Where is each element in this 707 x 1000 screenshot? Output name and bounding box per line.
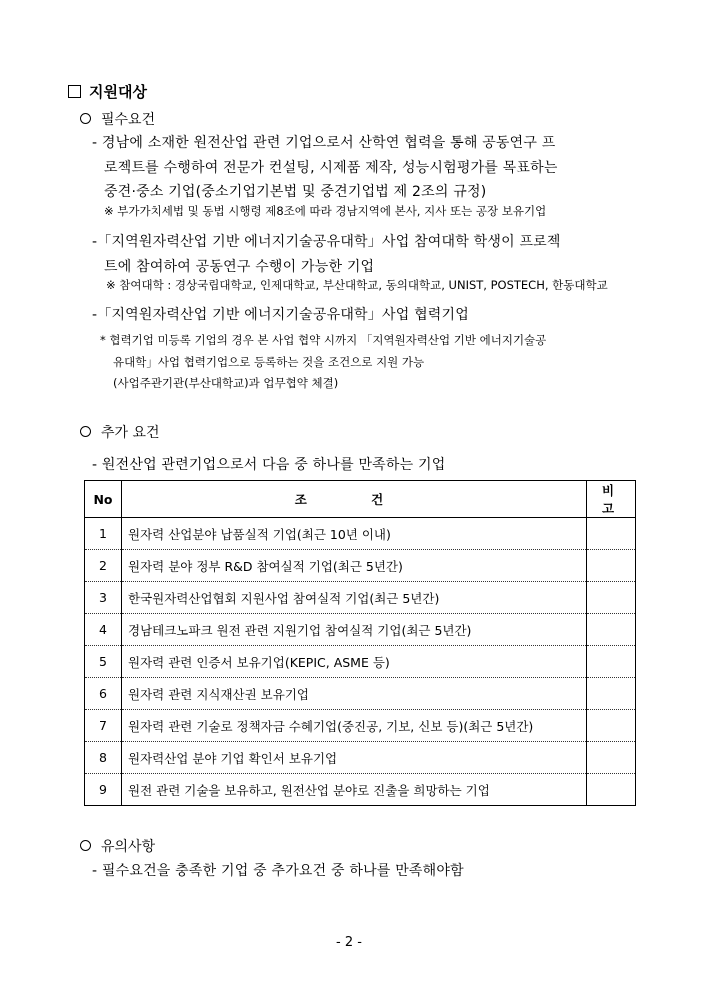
table-row [85,774,636,806]
row-condition: 원자력 관련 기술로 정책자금 수혜기업(중진공, 기보, 신보 등)(최근 5년간) [122,710,587,742]
table-row [85,710,636,742]
row-no: 6 [85,678,122,710]
row-no: 8 [85,742,122,774]
row-note [587,582,636,614]
row-condition: 원자력 산업분야 납품실적 기업(최근 10년 이내) [122,518,587,550]
row-condition: 경남테크노파크 원전 관련 지원기업 참여실적 기업(최근 5년간) [122,614,587,646]
required-item1-line3: 중견·중소 기업(중소기업기본법 및 중견기업법 제 2조의 규정) [104,184,487,200]
required-item3-note-line1: * 협력기업 미등록 기업의 경우 본 사업 협약 시까지 「지역원자력산업 기반 에너지기술공 [100,333,547,347]
required-item1-line1: - 경남에 소재한 원전산업 관련 기업으로서 산학연 협력을 통해 공동연구 프 [92,135,556,151]
square-bullet-icon [68,85,81,98]
row-condition: 원자력 관련 지식재산권 보유기업 [122,678,587,710]
required-item1-line2: 로젝트를 수행하여 전문가 컨설팅, 시제품 제작, 성능시험평가를 목표하는 [104,160,558,176]
row-no: 7 [85,710,122,742]
header-note: 비 고 [587,481,636,518]
required-item3-line: -「지역원자력산업 기반 에너지기술공유대학」사업 협력기업 [92,307,469,323]
row-note [587,646,636,678]
circle-bullet-icon [80,840,91,851]
row-note [587,774,636,806]
table-row [85,678,636,710]
table-row [85,518,636,550]
required-item3-note-line2: 유대학」사업 협력기업으로 등록하는 것을 조건으로 지원 가능 [113,355,425,369]
row-no: 9 [85,774,122,806]
table-row [85,582,636,614]
table-row [85,550,636,582]
table-header-row [85,481,636,518]
page-number: - 2 - [336,935,362,950]
row-no: 5 [85,646,122,678]
row-no: 2 [85,550,122,582]
notice-title: 유의사항 [80,836,155,856]
circle-bullet-icon [80,113,91,124]
row-condition: 원전 관련 기술을 보유하고, 원전산업 분야로 진출을 희망하는 기업 [122,774,587,806]
required-title: 필수요건 [80,109,155,129]
additional-intro: - 원전산업 관련기업으로서 다음 중 하나를 만족하는 기업 [92,457,446,473]
row-no: 4 [85,614,122,646]
additional-title: 추가 요건 [80,422,160,442]
row-condition: 한국원자력산업협회 지원사업 참여실적 기업(최근 5년간) [122,582,587,614]
header-no: No [85,481,122,518]
row-no: 1 [85,518,122,550]
section-heading: 지원대상 [68,81,147,102]
row-condition: 원자력 분야 정부 R&D 참여실적 기업(최근 5년간) [122,550,587,582]
conditions-table [84,480,636,806]
row-note [587,742,636,774]
row-note [587,614,636,646]
row-note [587,678,636,710]
required-item2-note: ※ 참여대학 : 경상국립대학교, 인제대학교, 부산대학교, 동의대학교, UNIST, POSTECH, 한동대학교 [106,278,608,292]
row-condition: 원자력 관련 인증서 보유기업(KEPIC, ASME 등) [122,646,587,678]
table-row [85,742,636,774]
notice-line: - 필수요건을 충족한 기업 중 추가요건 중 하나를 만족해야함 [92,863,464,879]
row-no: 3 [85,582,122,614]
required-item2-line2: 트에 참여하여 공동연구 수행이 가능한 기업 [104,259,375,275]
header-condition: 조 건 [122,481,587,518]
table-row [85,646,636,678]
row-note [587,710,636,742]
row-note [587,518,636,550]
required-item2-line1: -「지역원자력산업 기반 에너지기술공유대학」사업 참여대학 학생이 프로젝 [92,234,561,250]
required-item1-note: ※ 부가가치세법 및 동법 시행령 제8조에 따라 경남지역에 본사, 지사 또는 공장 보유기업 [104,204,547,218]
row-condition: 원자력산업 분야 기업 확인서 보유기업 [122,742,587,774]
row-note [587,550,636,582]
table-row [85,614,636,646]
required-item3-note-line3: (사업주관기관(부산대학교)과 업무협약 체결) [113,376,339,390]
circle-bullet-icon [80,426,91,437]
